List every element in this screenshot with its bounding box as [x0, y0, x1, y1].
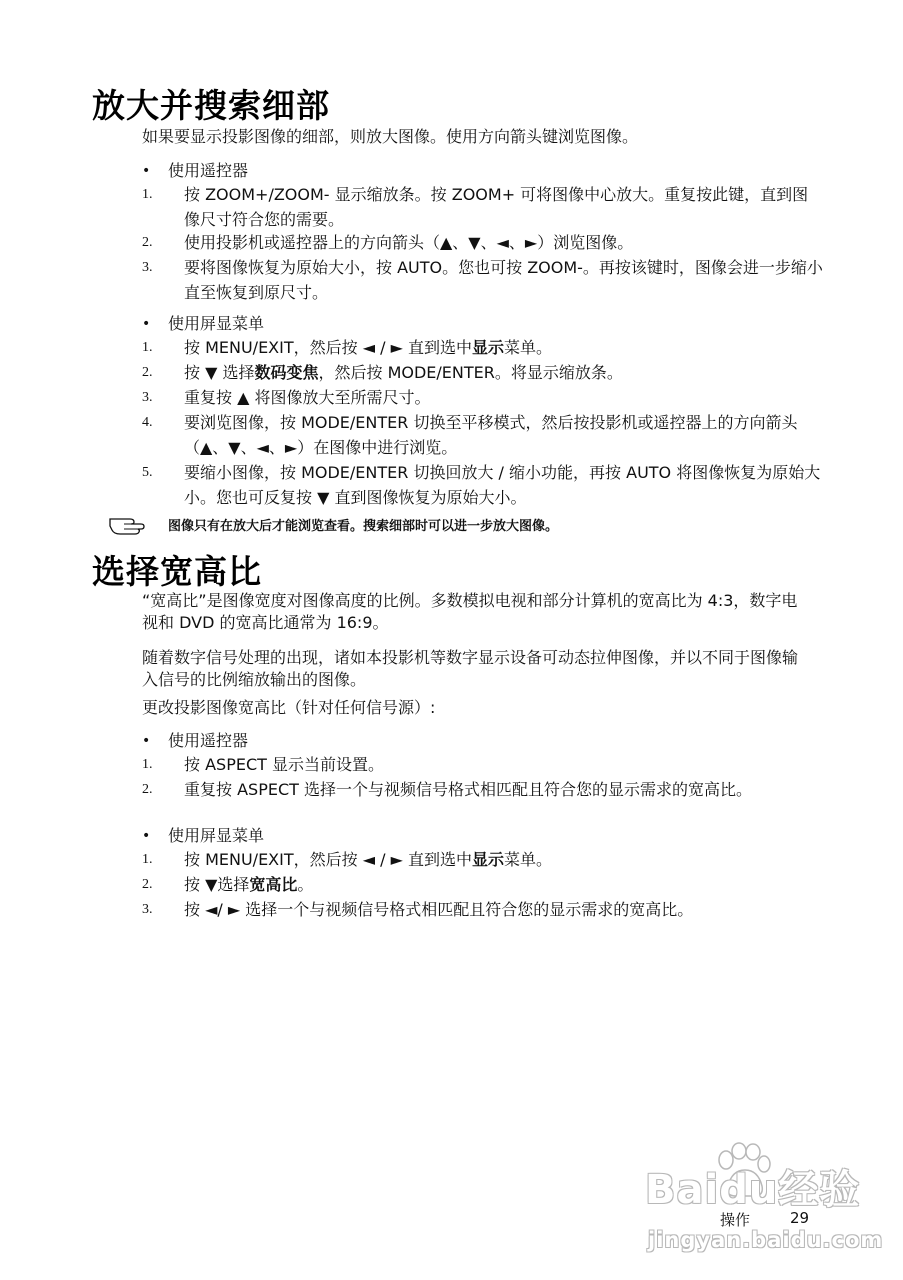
step-number: 1. [142, 340, 153, 355]
aspect-p2: 随着数字信号处理的出现，诸如本投影机等数字显示设备可动态拉伸图像，并以不同于图像输入信号的比例缩放输出的图像。 [142, 648, 799, 689]
step-text: 要缩小图像，按 MODE/ENTER 切换回放大 / 缩小功能，再按 AUTO 将图像恢复为原始大小。您也可反复按 ▼ 直到图像恢复为原始大小。 [184, 463, 821, 507]
step-number: 3. [142, 260, 153, 275]
step-text: 使用投影机或遥控器上的方向箭头（▲、▼、◄、►）浏览图像。 [184, 233, 634, 252]
step-number: 2. [142, 877, 153, 892]
step-text: 按 ◄/ ► 选择一个与视频信号格式相匹配且符合您的显示需求的宽高比。 [184, 900, 694, 919]
step-text: 按 ▼选择宽高比。 [184, 875, 314, 894]
section-title-zoom: 放大并搜索细部 [92, 86, 330, 125]
step-text: 按 MENU/EXIT，然后按 ◄ / ► 直到选中显示菜单。 [184, 850, 553, 869]
step-text: 按 MENU/EXIT，然后按 ◄ / ► 直到选中显示菜单。 [184, 338, 553, 357]
bullet-dot: • [142, 163, 151, 179]
watermark-brand: Baidu经验 [645, 1167, 861, 1213]
step-text: 要浏览图像，按 MODE/ENTER 切换至平移模式，然后按投影机或遥控器上的方向箭头（▲、▼、◄、►）在图像中进行浏览。 [184, 413, 798, 457]
step-text: 重复按 ASPECT 选择一个与视频信号格式相匹配且符合您的显示需求的宽高比。 [184, 780, 752, 799]
bullet-label: 使用遥控器 [168, 731, 249, 750]
step-number: 4. [142, 415, 153, 430]
step-number: 2. [142, 365, 153, 380]
page-number: 29 [790, 1209, 810, 1227]
watermark-url: jingyan.baidu.com [648, 1228, 884, 1252]
step-text: 按 ▼ 选择数码变焦，然后按 MODE/ENTER。将显示缩放条。 [184, 363, 623, 382]
aspect-p1: “宽高比”是图像宽度对图像高度的比例。多数模拟电视和部分计算机的宽高比为 4:3，数字电视和 DVD 的宽高比通常为 16:9。 [142, 591, 798, 632]
step-number: 3. [142, 390, 153, 405]
zoom-intro: 如果要显示投影图像的细部，则放大图像。使用方向箭头键浏览图像。 [142, 127, 639, 146]
note-text: 图像只有在放大后才能浏览查看。搜索细部时可以进一步放大图像。 [168, 519, 559, 534]
footer-section-label: 操作 [720, 1211, 751, 1229]
bullet-dot: • [142, 733, 151, 749]
step-text: 要将图像恢复为原始大小，按 AUTO。您也可按 ZOOM-。再按该键时，图像会进一步缩小直至恢复到原尺寸。 [184, 258, 823, 302]
bullet-dot: • [142, 316, 151, 332]
step-number: 1. [142, 187, 153, 202]
menu-item-digital-zoom: 数码变焦 [254, 363, 319, 382]
step-number: 1. [142, 852, 153, 867]
menu-name-display: 显示 [471, 850, 504, 869]
step-number: 3. [142, 902, 153, 917]
step-number: 5. [142, 465, 153, 480]
menu-item-aspect-ratio: 宽高比 [249, 875, 298, 894]
step-number: 2. [142, 235, 153, 250]
menu-name-display: 显示 [471, 338, 504, 357]
section-title-aspect: 选择宽高比 [92, 552, 262, 591]
aspect-p3: 更改投影图像宽高比（针对任何信号源）: [142, 698, 436, 717]
bullet-label: 使用屏显菜单 [168, 314, 265, 333]
bullet-label: 使用遥控器 [168, 161, 249, 180]
step [142, 182, 822, 232]
step-text: 按 ASPECT 显示当前设置。 [184, 755, 384, 774]
step-number: 2. [142, 782, 153, 797]
step-text: 重复按 ▲ 将图像放大至所需尺寸。 [184, 388, 431, 407]
step-number: 1. [142, 757, 153, 772]
step-text: 按 ZOOM+/ZOOM- 显示缩放条。按 ZOOM+ 可将图像中心放大。重复按此键，直到图像尺寸符合您的需要。 [184, 185, 809, 229]
pointing-hand-icon [108, 513, 148, 535]
bullet-label: 使用屏显菜单 [168, 826, 265, 845]
bullet-dot: • [142, 828, 151, 844]
